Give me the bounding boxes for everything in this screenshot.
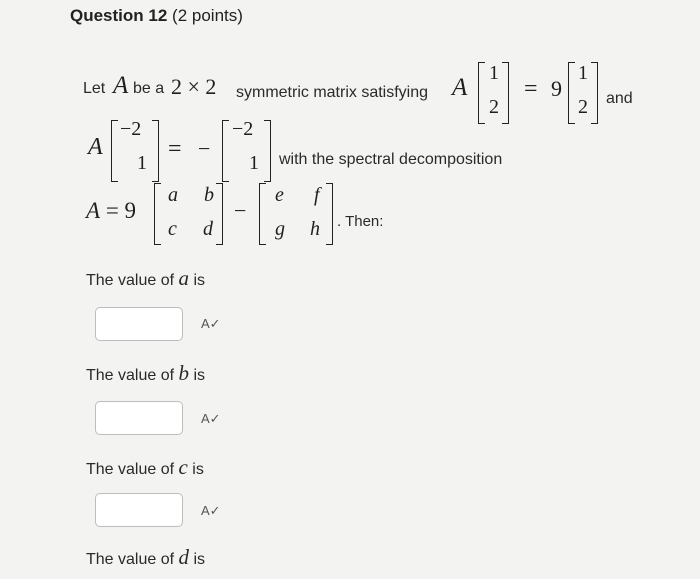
bracket-right xyxy=(591,62,598,124)
answer-input-c[interactable] xyxy=(95,493,183,527)
text-with-spectral: with the spectral decomposition xyxy=(279,151,503,168)
text-then: . Then: xyxy=(337,213,384,230)
entry-g: g xyxy=(275,218,285,240)
answer-label-c: The value of c is xyxy=(86,455,204,479)
equals-sign: = xyxy=(524,76,538,102)
question-points: (2 points) xyxy=(172,6,243,25)
entry-e: e xyxy=(275,184,284,206)
bracket-right xyxy=(264,120,271,182)
matrix-A-3: A xyxy=(88,134,103,160)
bracket-left xyxy=(111,120,118,182)
vector-entry: 2 xyxy=(578,96,588,118)
entry-f: f xyxy=(314,184,320,206)
answer-input-b[interactable] xyxy=(95,401,183,435)
spellcheck-icon[interactable]: A✓ xyxy=(201,503,221,518)
vector-entry: 2 xyxy=(489,96,499,118)
bracket-left xyxy=(154,183,161,245)
scalar-nine: 9 xyxy=(551,76,562,101)
entry-b: b xyxy=(204,184,214,206)
vector-entry: 1 xyxy=(137,152,147,174)
matrix-A: A xyxy=(113,72,129,99)
answer-label-a: The value of a is xyxy=(86,266,206,290)
minus-sign: − xyxy=(198,136,211,161)
vector-entry: 1 xyxy=(249,152,259,174)
question-number: Question 12 xyxy=(70,6,168,25)
text-be-a: be a xyxy=(133,80,165,97)
entry-h: h xyxy=(310,218,320,240)
matrix-A-2: A xyxy=(452,74,468,101)
vector-entry: −2 xyxy=(120,118,142,140)
bracket-right xyxy=(216,183,223,245)
spellcheck-icon[interactable]: A✓ xyxy=(201,316,221,331)
entry-d: d xyxy=(203,218,213,240)
vector-entry: 1 xyxy=(489,62,499,84)
bracket-left xyxy=(222,120,229,182)
answer-input-a[interactable] xyxy=(95,307,183,341)
matrix-size: 2 × 2 xyxy=(171,74,217,99)
text-and: and xyxy=(606,90,633,107)
answer-label-b: The value of b is xyxy=(86,361,206,385)
bracket-left xyxy=(478,62,485,124)
entry-a: a xyxy=(168,184,178,206)
text-let: Let xyxy=(83,80,106,97)
minus-sign: − xyxy=(234,198,247,223)
bracket-right xyxy=(502,62,509,124)
question-title xyxy=(70,6,243,26)
bracket-left xyxy=(568,62,575,124)
decomposition-lhs: A = 9 xyxy=(86,198,137,223)
vector-entry: −2 xyxy=(232,118,254,140)
bracket-right xyxy=(152,120,159,182)
text-symmetric: symmetric matrix satisfying xyxy=(236,84,429,101)
bracket-right xyxy=(326,183,333,245)
entry-c: c xyxy=(168,218,177,240)
vector-entry: 1 xyxy=(578,62,588,84)
equals-sign: = xyxy=(168,136,182,162)
answer-label-d: The value of d is xyxy=(86,545,206,569)
spellcheck-icon[interactable]: A✓ xyxy=(201,411,221,426)
bracket-left xyxy=(259,183,266,245)
